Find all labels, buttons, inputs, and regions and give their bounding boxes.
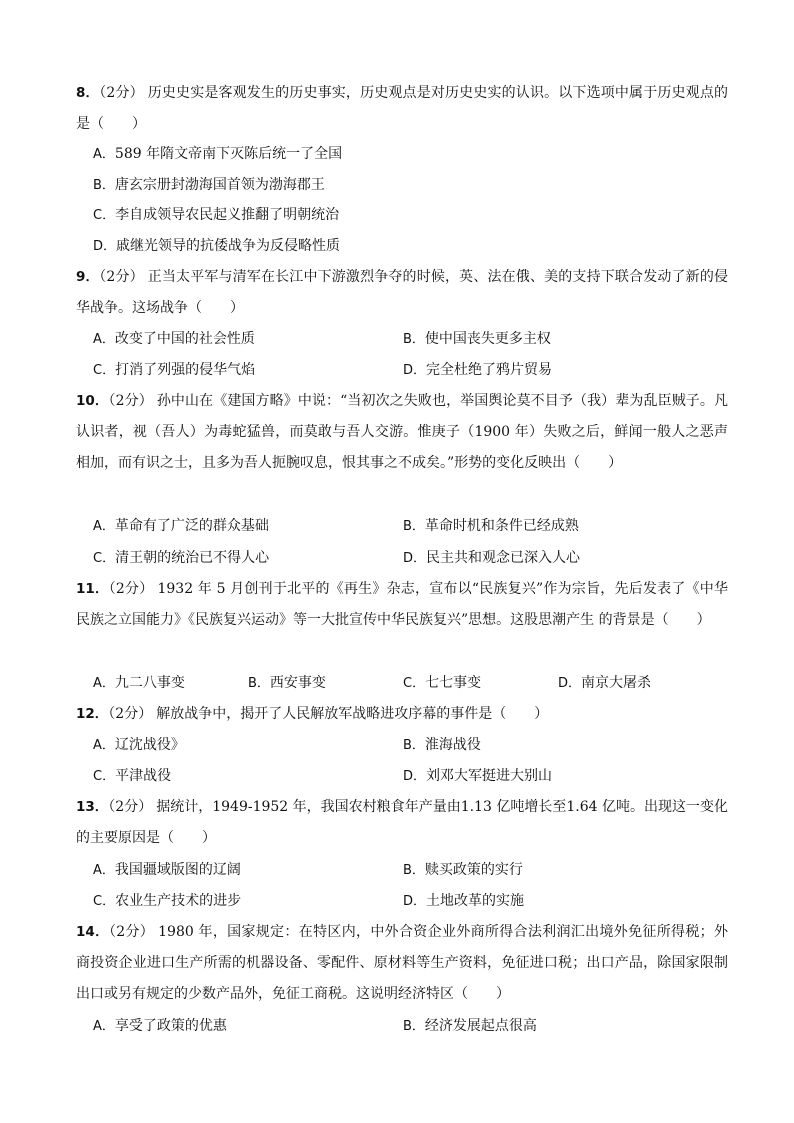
option-text: 唐玄宗册封渤海国首领为渤海郡王	[114, 177, 325, 193]
option-text: 589 年隋文帝南下灭陈后统一了全国	[114, 146, 343, 162]
question-score: （2分）	[108, 581, 154, 597]
question-text: 正当太平军与清军在长江中下游激烈争夺的时候，英、法在俄、美的支持下联合发动了新的侵华战争。这场战争（ ）	[76, 269, 728, 316]
question-10-option-a[interactable]	[93, 511, 269, 542]
option-text: 南京大屠杀	[581, 675, 652, 691]
question-score: （2分）	[108, 706, 153, 722]
question-score: （2分）	[99, 269, 144, 285]
option-letter: A．	[93, 676, 115, 691]
option-text: 完全杜绝了鸦片贸易	[426, 362, 553, 378]
option-letter: C．	[93, 551, 116, 566]
question-number: 8．	[76, 85, 100, 101]
option-text: 辽沈战役》	[114, 737, 185, 753]
option-letter: D．	[93, 239, 117, 254]
question-14-option-a[interactable]	[93, 1011, 227, 1042]
question-14-option-b[interactable]	[403, 1011, 537, 1042]
question-8-option-c[interactable]	[93, 200, 339, 231]
option-text: 民主共和观念已深入人心	[426, 550, 581, 566]
question-9-option-b[interactable]	[403, 324, 551, 355]
question-number: 10．	[76, 393, 109, 409]
option-letter: D．	[403, 551, 427, 566]
option-text: 打消了列强的侵华气焰	[115, 362, 256, 378]
question-text: 1980 年，国家规定：在特区内，中外合资企业外商所得合法利润汇出境外免征所得税；外商投资企业进口生产所需的机器设备、零配件、原材料等生产资料，免征进口税；出口产品，除国家限制出口或另有规定的少数产品外，免征工商税。这说明经济特区（ ）	[76, 924, 728, 1002]
question-11-option-d[interactable]	[558, 668, 651, 699]
option-text: 改变了中国的社会性质	[114, 331, 255, 347]
option-letter: C．	[93, 894, 116, 909]
question-9-option-c[interactable]	[93, 355, 255, 386]
option-letter: B．	[403, 1019, 425, 1034]
option-letter: A．	[93, 1019, 115, 1034]
question-score: （2分）	[108, 799, 153, 815]
question-13-option-c[interactable]	[93, 886, 241, 917]
option-letter: B．	[93, 178, 115, 193]
question-text: 孙中山在《建国方略》中说：“当初次之失败也，举国舆论莫不目予（我）辈为乱臣贼子。凡认识者，视（吾人）为毒蛇猛兽，而莫敢与吾人交游。惟庚子（1900 年）失败之后，鲜闻一般人之恶声相加，而有识之士，且多为吾人扼腕叹息，恨其事之不成矣。”形势的变化反映出（ ）	[76, 393, 728, 471]
option-letter: C．	[93, 208, 116, 223]
question-13-option-b[interactable]	[403, 855, 523, 886]
option-letter: C．	[93, 769, 116, 784]
question-13-option-d[interactable]	[403, 886, 524, 917]
question-12-option-c[interactable]	[93, 761, 171, 792]
option-letter: D．	[403, 894, 427, 909]
question-8-option-d[interactable]	[93, 231, 340, 262]
question-9-stem	[76, 262, 728, 324]
option-letter: D．	[403, 363, 427, 378]
option-letter: B．	[403, 332, 425, 347]
question-12-stem	[76, 699, 728, 730]
option-letter: A．	[93, 863, 115, 878]
option-text: 李自成领导农民起义推翻了明朝统治	[115, 207, 340, 223]
question-11-option-a[interactable]	[93, 668, 185, 699]
option-text: 七七事变	[425, 675, 482, 691]
question-score: （2分）	[108, 924, 155, 940]
question-10-option-d[interactable]	[403, 543, 580, 574]
question-13-stem	[76, 792, 728, 854]
question-10-stem	[76, 386, 728, 479]
question-number: 13．	[76, 799, 109, 815]
question-9-option-a[interactable]	[93, 324, 255, 355]
option-letter: B．	[248, 676, 270, 691]
question-10-option-c[interactable]	[93, 543, 269, 574]
option-text: 我国疆域版图的辽阔	[114, 862, 241, 878]
option-letter: A．	[93, 738, 115, 753]
question-text: 解放战争中，揭开了人民解放军战略进攻序幕的事件是（ ）	[156, 706, 549, 722]
option-text: 淮海战役	[424, 737, 481, 753]
question-10-option-b[interactable]	[403, 511, 579, 542]
question-12-option-b[interactable]	[403, 730, 481, 761]
option-text: 刘邓大军挺进大别山	[426, 768, 553, 784]
option-letter: B．	[403, 863, 425, 878]
option-text: 清王朝的统治已不得人心	[115, 550, 270, 566]
option-letter: B．	[403, 519, 425, 534]
question-number: 12．	[76, 706, 109, 722]
option-text: 革命有了广泛的群众基础	[114, 518, 269, 534]
question-8-option-a[interactable]	[93, 139, 342, 170]
question-11-option-b[interactable]	[248, 668, 326, 699]
question-8-option-b[interactable]	[93, 170, 325, 201]
option-text: 享受了政策的优惠	[114, 1018, 227, 1034]
question-text: 1932 年 5 月创刊于北平的《再生》杂志，宣布以“民族复兴”作为宗旨，先后发表了《中华民族之立国能力》《民族复兴运动》等一大批宣传中华民族复兴”思想。这股思潮产生 的背景是（ ）	[76, 581, 728, 628]
question-score: （2分）	[99, 85, 144, 101]
question-13-option-a[interactable]	[93, 855, 241, 886]
option-text: 西安事变	[269, 675, 326, 691]
option-text: 经济发展起点很高	[424, 1018, 537, 1034]
option-text: 平津战役	[115, 768, 172, 784]
question-number: 9．	[76, 269, 100, 285]
question-12-option-a[interactable]	[93, 730, 185, 761]
option-text: 土地改革的实施	[426, 893, 525, 909]
option-text: 戚继光领导的抗倭战争为反侵略性质	[116, 238, 341, 254]
option-text: 农业生产技术的进步	[115, 893, 242, 909]
question-11-option-c[interactable]	[403, 668, 481, 699]
option-text: 革命时机和条件已经成熟	[424, 518, 579, 534]
option-text: 使中国丧失更多主权	[424, 331, 551, 347]
question-14-stem	[76, 917, 728, 1010]
question-text: 历史史实是客观发生的历史事实，历史观点是对历史史实的认识。以下选项中属于历史观点的是（ ）	[76, 85, 728, 132]
option-letter: A．	[93, 147, 115, 162]
option-text: 九二八事变	[114, 675, 185, 691]
option-letter: A．	[93, 332, 115, 347]
question-11-stem	[76, 574, 728, 636]
option-letter: C．	[93, 363, 116, 378]
question-9-option-d[interactable]	[403, 355, 552, 386]
question-12-option-d[interactable]	[403, 761, 552, 792]
option-letter: D．	[403, 769, 427, 784]
option-letter: C．	[403, 676, 426, 691]
question-number: 14．	[76, 924, 109, 940]
question-8-stem	[76, 78, 728, 140]
question-score: （2分）	[108, 393, 153, 409]
question-text: 据统计，1949-1952 年，我国农村粮食年产量由1.13 亿吨增长至1.64 亿吨。出现这一变化的主要原因是（ ）	[76, 799, 728, 846]
question-number: 11．	[76, 581, 109, 597]
option-letter: A．	[93, 519, 115, 534]
option-letter: B．	[403, 738, 425, 753]
option-letter: D．	[558, 676, 582, 691]
option-text: 赎买政策的实行	[424, 862, 523, 878]
